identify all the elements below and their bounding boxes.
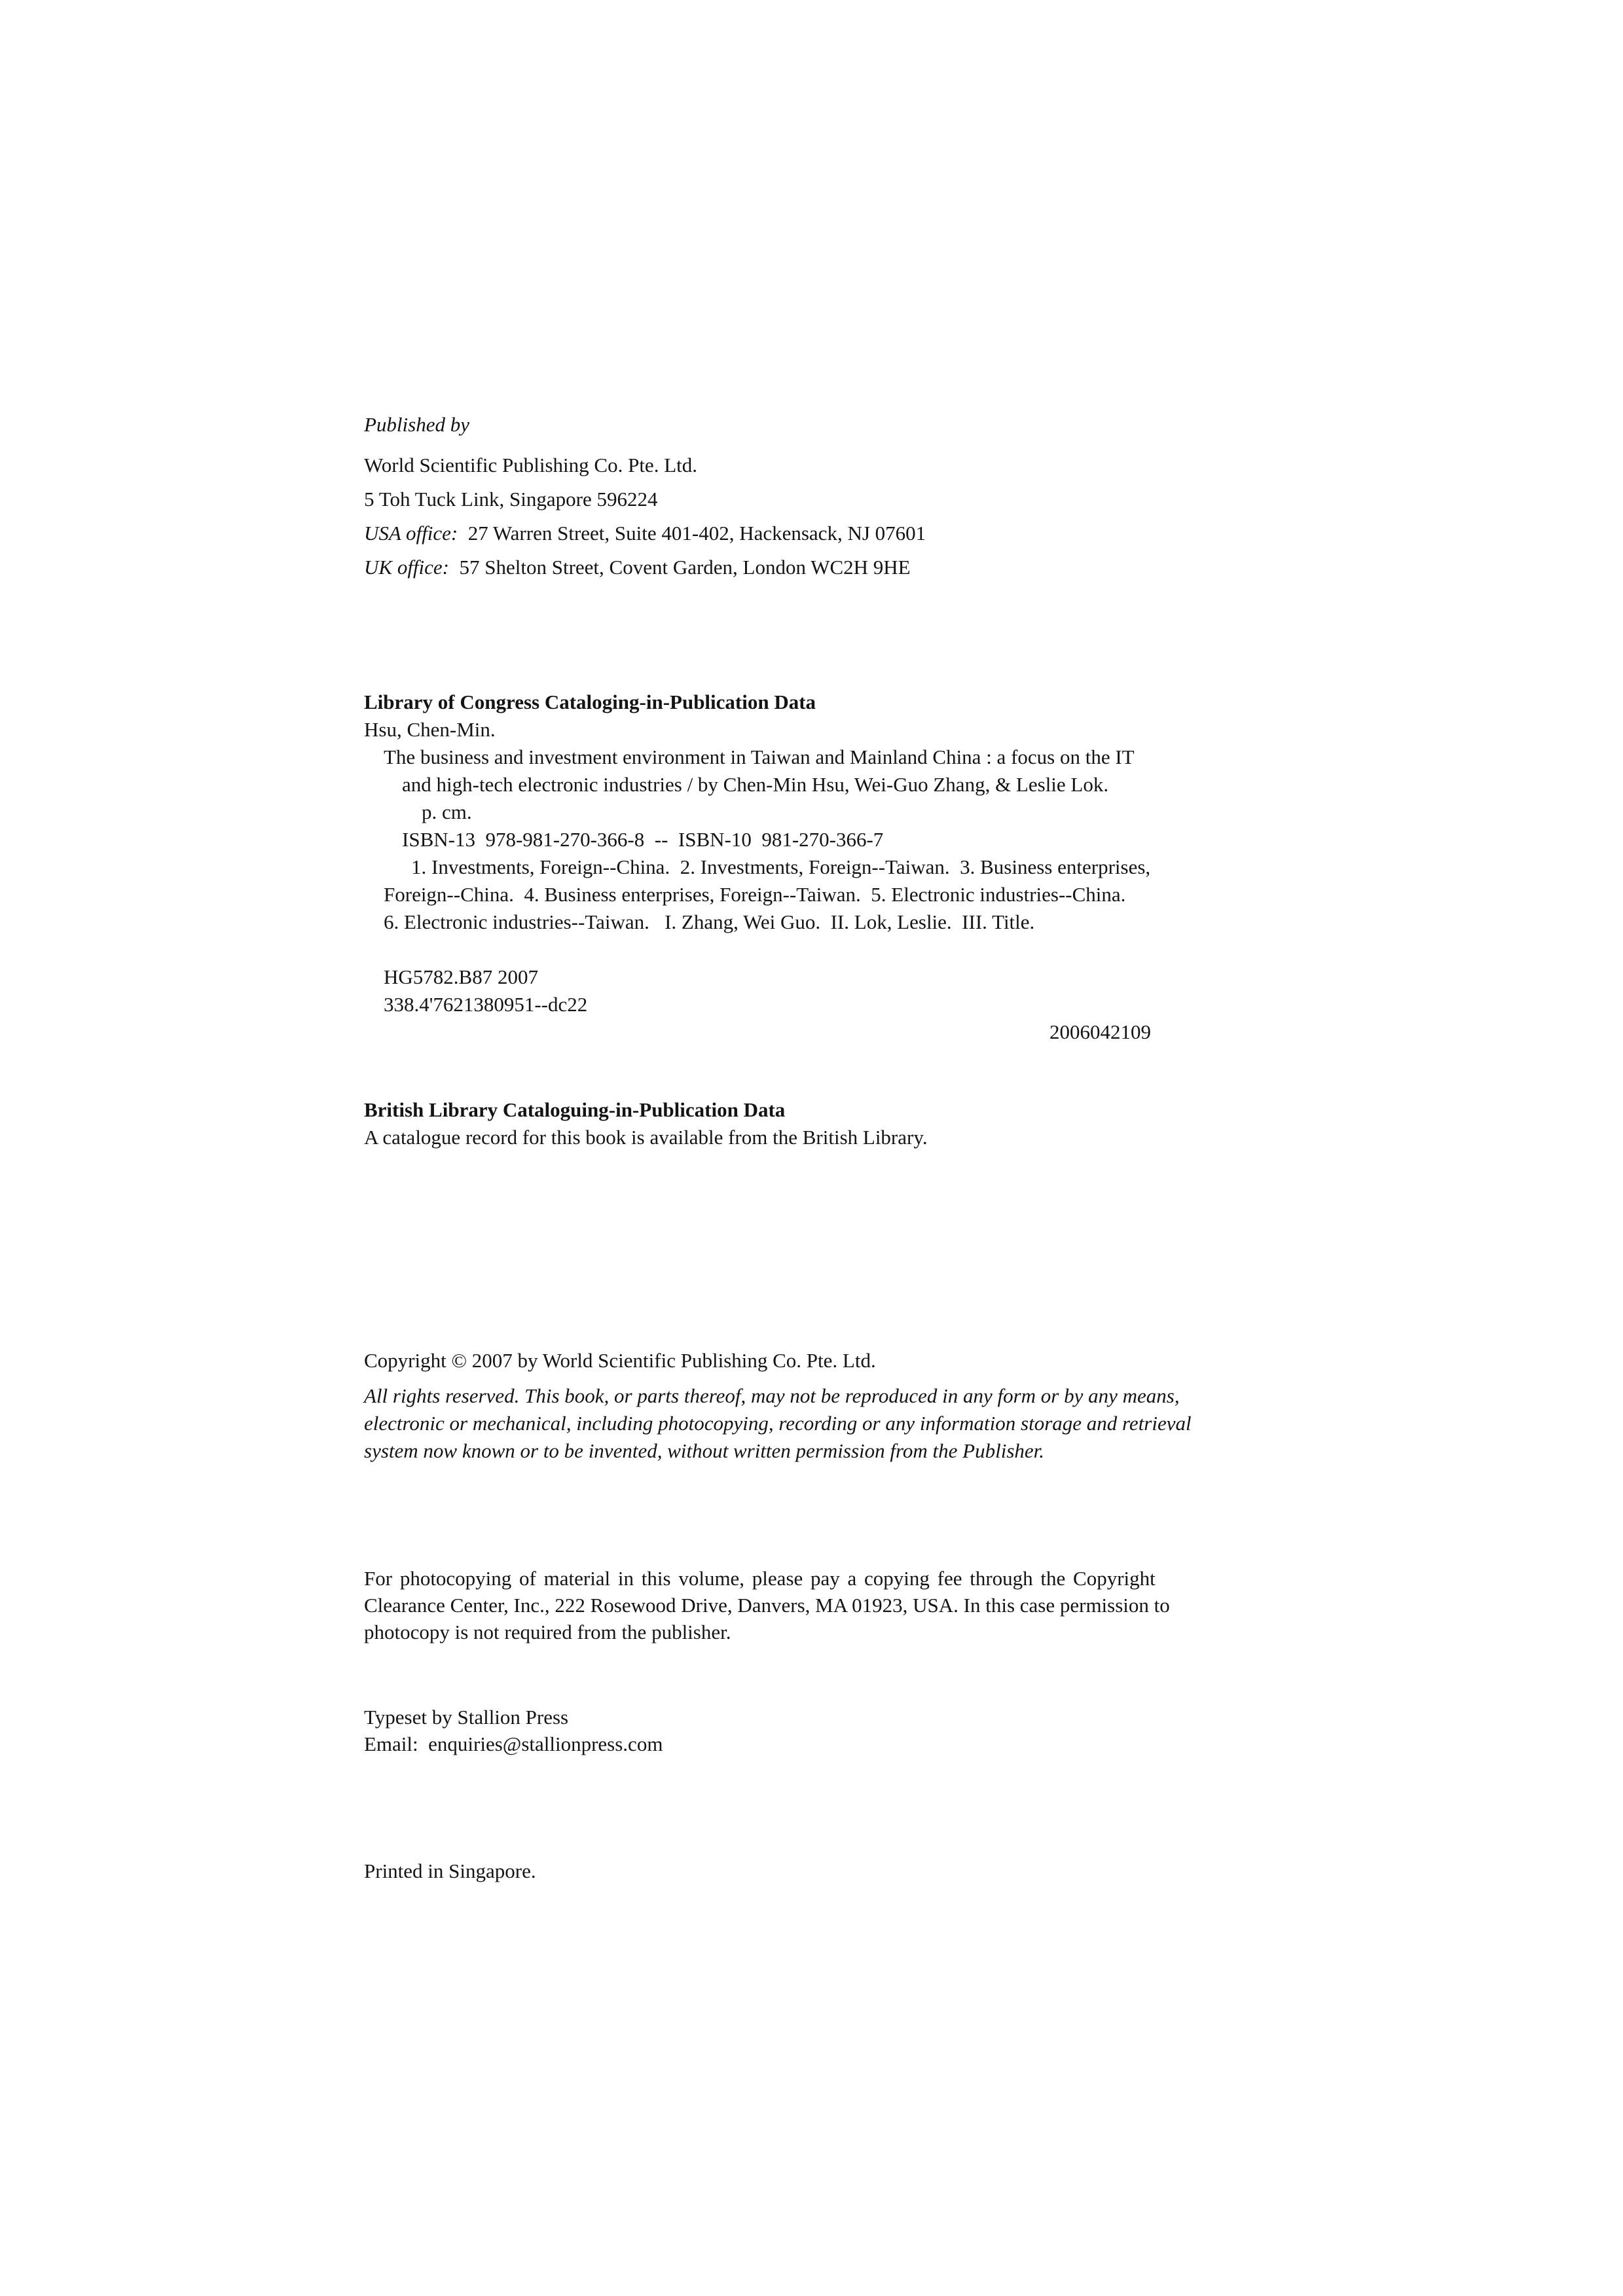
- rights-line3: system now known or to be invented, without written permission from the Publisher.: [364, 1439, 1045, 1462]
- typeset-by: Typeset by Stallion Press: [364, 1706, 569, 1729]
- rights-line1: All rights reserved. This book, or parts thereof, may not be reproduced in any form or by any means,: [364, 1384, 1180, 1407]
- cip-class-dewey: 338.4'7621380951--dc22: [384, 993, 588, 1016]
- publisher-name: World Scientific Publishing Co. Pte. Ltd.: [364, 454, 697, 476]
- usa-office-label: USA office:: [364, 522, 458, 545]
- cip-lccn: 2006042109: [1049, 1020, 1151, 1043]
- photocopy-line2: Clearance Center, Inc., 222 Rosewood Drive, Danvers, MA 01923, USA. In this case permission to: [364, 1594, 1170, 1617]
- cip-pcm: p. cm.: [422, 800, 472, 823]
- copyright-block: [364, 1347, 1254, 1465]
- cip-title-line2: and high-tech electronic industries / by Chen-Min Hsu, Wei-Guo Zhang, & Leslie Lok.: [402, 773, 1109, 796]
- publisher-block: [364, 408, 1254, 584]
- copyright-line: Copyright © 2007 by World Scientific Publishing Co. Pte. Ltd.: [364, 1349, 876, 1372]
- usa-office-address: 27 Warren Street, Suite 401-402, Hackensack, NJ 07601: [467, 522, 926, 545]
- uk-office-address: 57 Shelton Street, Covent Garden, London WC2H 9HE: [459, 556, 911, 579]
- cip-title-line1: The business and investment environment in Taiwan and Mainland China : a focus on the IT: [384, 745, 1135, 768]
- loc-cip-heading: Library of Congress Cataloging-in-Publication Data: [364, 691, 816, 713]
- photocopy-line1: For photocopying of material in this volume, please pay a copying fee through the Copyright: [364, 1567, 1156, 1590]
- british-library-text: A catalogue record for this book is available from the British Library.: [364, 1126, 928, 1149]
- cip-isbn: ISBN-13 978-981-270-366-8 -- ISBN-10 981-270-366-7: [402, 828, 884, 851]
- cip-subjects-line3: 6. Electronic industries--Taiwan. I. Zhang, Wei Guo. II. Lok, Leslie. III. Title.: [384, 910, 1035, 933]
- photocopy-notice-block: [364, 1565, 1254, 1645]
- british-library-block: [364, 1096, 1254, 1151]
- photocopy-line3: photocopy is not required from the publisher.: [364, 1621, 731, 1643]
- cip-subjects-line1: 1. Investments, Foreign--China. 2. Investments, Foreign--Taiwan. 3. Business enterprises,: [411, 855, 1151, 878]
- loc-cip-block: [364, 689, 1254, 1046]
- published-by-heading: Published by: [364, 413, 469, 436]
- cip-class-lc: HG5782.B87 2007: [384, 965, 538, 988]
- british-library-heading: British Library Cataloguing-in-Publication Data: [364, 1098, 786, 1121]
- typeset-block: [364, 1704, 1254, 1757]
- uk-office-line: [364, 550, 1254, 584]
- uk-office-label: UK office:: [364, 556, 449, 579]
- rights-line2: electronic or mechanical, including photocopying, recording or any information storage and retrieval: [364, 1412, 1192, 1435]
- publisher-address: 5 Toh Tuck Link, Singapore 596224: [364, 488, 658, 511]
- cip-subjects-line2: Foreign--China. 4. Business enterprises, Foreign--Taiwan. 5. Electronic industries--China.: [384, 883, 1126, 906]
- usa-office-line: [364, 516, 1254, 550]
- printed-in-block: [364, 1857, 1254, 1885]
- typeset-email: Email: enquiries@stallionpress.com: [364, 1732, 663, 1755]
- printed-in-line: Printed in Singapore.: [364, 1859, 536, 1882]
- cip-author: Hsu, Chen-Min.: [364, 718, 496, 741]
